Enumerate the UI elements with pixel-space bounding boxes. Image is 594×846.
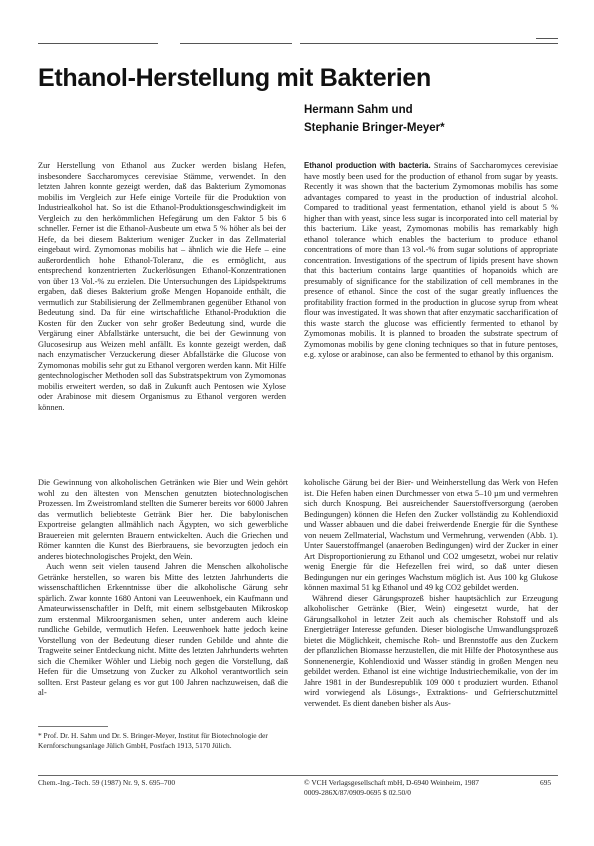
footer-publisher: © VCH Verlagsgesellschaft mbH, D-6940 Weinheim, 1987 bbox=[304, 778, 479, 787]
header-rule-far-right bbox=[536, 38, 558, 39]
author-affiliation-footnote: * Prof. Dr. H. Sahm und Dr. S. Bringer-Meyer, Institut für Biotechnologie der Kernforschungsanlage Jülich GmbH, Postfach 1913, 5170 Jülich. bbox=[38, 731, 268, 750]
footer-rule bbox=[38, 775, 558, 776]
footer-journal-citation: Chem.-Ing.-Tech. 59 (1987) Nr. 9, S. 695–700 bbox=[38, 778, 176, 787]
body-left-paragraph-2: Auch wenn seit vielen tausend Jahren die Menschen alkoholische Getränke herstellen, so waren bis Mitte des letzten Jahrhunderts die wissenschaftlichen Erkenntnisse über die alkoholische Gärung sehr spärlich. Zwar konnte 1680 Antoni van Leeuwenhoek, ein Kaufmann und Amateurwissenschaftler in Delft, mit einem selbstgebauten Mikroskop zum erstenmal Mikroorganismen sehen, unter anderem auch kleine rundliche Gebilde, vermutlich Hefen. Leeuwenhoek hatte jedoch keine Vorstellung von der Bedeutung dieser runden Gebilde und ahnte die Tragweite seiner Entdeckung nicht. Mitte des letzten Jahrhunderts wehrten sich die Chemiker Wöhler und Liebig noch gegen die Vorstellung, daß Hefen für die Umsetzung von Zucker zu Alkohol verantwortlich sein sollten. Erst Pasteur gelang es vor gut 100 Jahren nachzuweisen, daß die al- bbox=[38, 562, 288, 697]
body-right-paragraph-1: koholische Gärung bei der Bier- und Weinherstellung das Werk von Hefen ist. Die Hefen haben einen Durchmesser von etwa 5–10 µm und vermehren sich durch Knospung. Bei ausreichender Sauerstoffversorgung (aeroben Bedingungen) können die Hefen den Zucker vollständig zu Kohlendioxid und Wasser abbauen und die dabei freiwerdende Energie für die Synthese von neuem Zellmaterial, Wachstum und Vermehrung, verwenden (Abb. 1). Unter Sauerstoffmangel (anaeroben Bedingungen) wird der Zucker in einer Art Disproportionierung zu Ethanol und CO2 umgesetzt, wobei nur relativ wenig Energie für die Hefezellen frei wird, so daß unter diesen Bedingungen nur ein geringes Wachstum möglich ist. Aus 100 kg Glukose können maximal 51 kg Ethanol und 49 kg CO2 gebildet werden. bbox=[304, 478, 558, 592]
body-right-paragraph-2: Während dieser Gärungsprozeß bisher hauptsächlich zur Erzeugung alkoholischer Getränke (Bier, Wein) eingesetzt wurde, hat der Gärungsalkohol in letzter Zeit auch als chemischer Rohstoff und als Energieträger Interesse gefunden. Dieser biologische Umwandlungsprozeß bietet die Möglichkeit, chemische Roh- und Brennstoffe aus den Zuckern der pflanzlichen Biomasse herzustellen, die mit Hilfe der Photosynthese aus Sonnenenergie, Kohlendioxid und Wasser ständig in großen Mengen neu gebildet werden. Ethanol ist eine wichtige Industriechemikalie, von der im Jahre 1981 in der Bundesrepublik 109 000 t produziert wurden. Ethanol wird vorwiegend als Lösungs-, Extraktions- und Gefrierschutzmittel verwendet. Es dient daneben bisher als Aus- bbox=[304, 593, 558, 708]
header-rule-middle bbox=[180, 43, 292, 44]
abstract-german bbox=[38, 161, 286, 412]
abstract-english bbox=[304, 161, 558, 383]
abstract-english-text bbox=[304, 161, 558, 361]
body-column-left bbox=[38, 478, 288, 724]
abstract-english-body: Strains of Saccharomyces cerevisiae have mostly been used for the production of ethanol from sugar by yeasts. Recently it was shown that the bacterium Zymomonas mobilis has some advantages compared to yeast in the production of industrial alcohol. Compared to traditional yeast fermentation, ethanol yield is about 5 % higher than with yeast, since less sugar is incorporated into cell material by this bacterium. Like yeast, Zymomonas mobilis has remarkably high ethanol tolerance which enables the bacterium to produce ethanol concentrations of more than 13 vol.-% from sugar solutions of appropriate concentration. Investigations of the spectrum of lipids present have shown that this bacterium contains large quantities of hopanoids which are presumably of significance for the stabilization of cell membranes in the presence of ethanol. Since the cost of the sugar greatly influences the profitability fraction formed in the production in glucose syrup from wheat flour was investigated. It was shown that after enzymatic saccharification of this waste starch the glucose was efficiently fermented to ethanol by Zymomonas mobilis. It is planned to broaden the substrate spectrum of Zymomonas mobilis by gene cloning techniques so that in future pentoses, e.g. xylose or arabinose, can also be fermented to ethanol by this organism. bbox=[304, 161, 558, 359]
author-1: Hermann Sahm und bbox=[304, 104, 413, 116]
body-left-paragraph-1: Die Gewinnung von alkoholischen Getränken wie Bier und Wein gehört wohl zu den ältesten von Menschen genutzten biotechnologischen Prozessen. Im Zweistromland stellten die Sumerer bereits vor 6000 Jahren das vermutlich beliebteste Getränk Bier her. Die babylonischen Exportreise gelangten allmählich nach Ägypten, wo sich gewerbliche Brauereien mit gelernten Brauern entwickelten. Auch die Griechen und Römer kannten die Kunst des Bierbrauens, sie bevorzugten jedoch ein anderes biotechnologisches Projekt, den Wein. bbox=[38, 478, 288, 561]
abstract-english-lead: Ethanol production with bacteria. bbox=[304, 161, 431, 170]
footer-issn: 0009-286X/87/0909-0695 $ 02.50/0 bbox=[304, 788, 411, 797]
header-rule-left bbox=[38, 43, 158, 44]
author-2: Stephanie Bringer-Meyer* bbox=[304, 122, 445, 134]
abstract-german-text: Zur Herstellung von Ethanol aus Zucker werden bislang Hefen, insbesondere Saccharomyces cerevisiae Stämme, verwendet. In den letzten Jahren konnte gezeigt werden, daß das Bakterium Zymomonas mobilis im Vergleich zur Hefe einige Vorteile für die Produktion von Industriealkohol hat. So ist die Ethanol-Produktionsgeschwindigkeit im Vergleich zu den herkömmlichen Hefegärung um den Faktor 5 bis 6 schneller. Ferner ist die Ethanol-Ausbeute um etwa 5 % höher als bei der Hefe, da bei diesem Bakterium weniger Zucker in das Zellmaterial eingebaut wird. Zymomonas mobilis hat – ähnlich wie die Hefe – eine außerordentlich hohe Ethanol-Toleranz, die es ermöglicht, aus entsprechend konzentrierten Zuckerlösungen Ethanol-Konzentrationen von über 13 Vol.-% zu erzielen. Die Untersuchungen des Lipidspektrums ergaben, daß dieses Bakterium große Mengen Hopanoide enthält, die vermutlich zur Stabilisierung der Zellmembranen gegenüber Ethanol von Bedeutung sind. Da für eine wirtschaftliche Ethanol-Produktion die Kosten für den Zucker von sehr großer Bedeutung sind, wurde die Vergärung einer Abfallstärke untersucht, die bei der Gewinnung von Glucosesirup aus Weizen mehl anfällt. Es konnte gezeigt werden, daß nach enzymatischer Verzuckerung dieser Abfallstärke die Glucose von Zymomonas mobilis sehr gut zu Ethanol vergoren werden kann. Mit Hilfe gentechnologischer Methoden soll das Substratspektrum von Zymomonas mobilis erweitert werden, so daß in Zukunft auch Pentosen wie Xylose oder Arabinose mit diesem Organismus zu Ethanol vergoren werden können. bbox=[38, 161, 286, 412]
body-column-right bbox=[304, 478, 558, 776]
header-rule-right bbox=[300, 43, 558, 44]
author-block bbox=[304, 101, 564, 137]
article-title: Ethanol-Herstellung mit Bakterien bbox=[38, 64, 431, 92]
footnote-rule bbox=[38, 726, 108, 727]
page-number: 695 bbox=[540, 778, 552, 787]
